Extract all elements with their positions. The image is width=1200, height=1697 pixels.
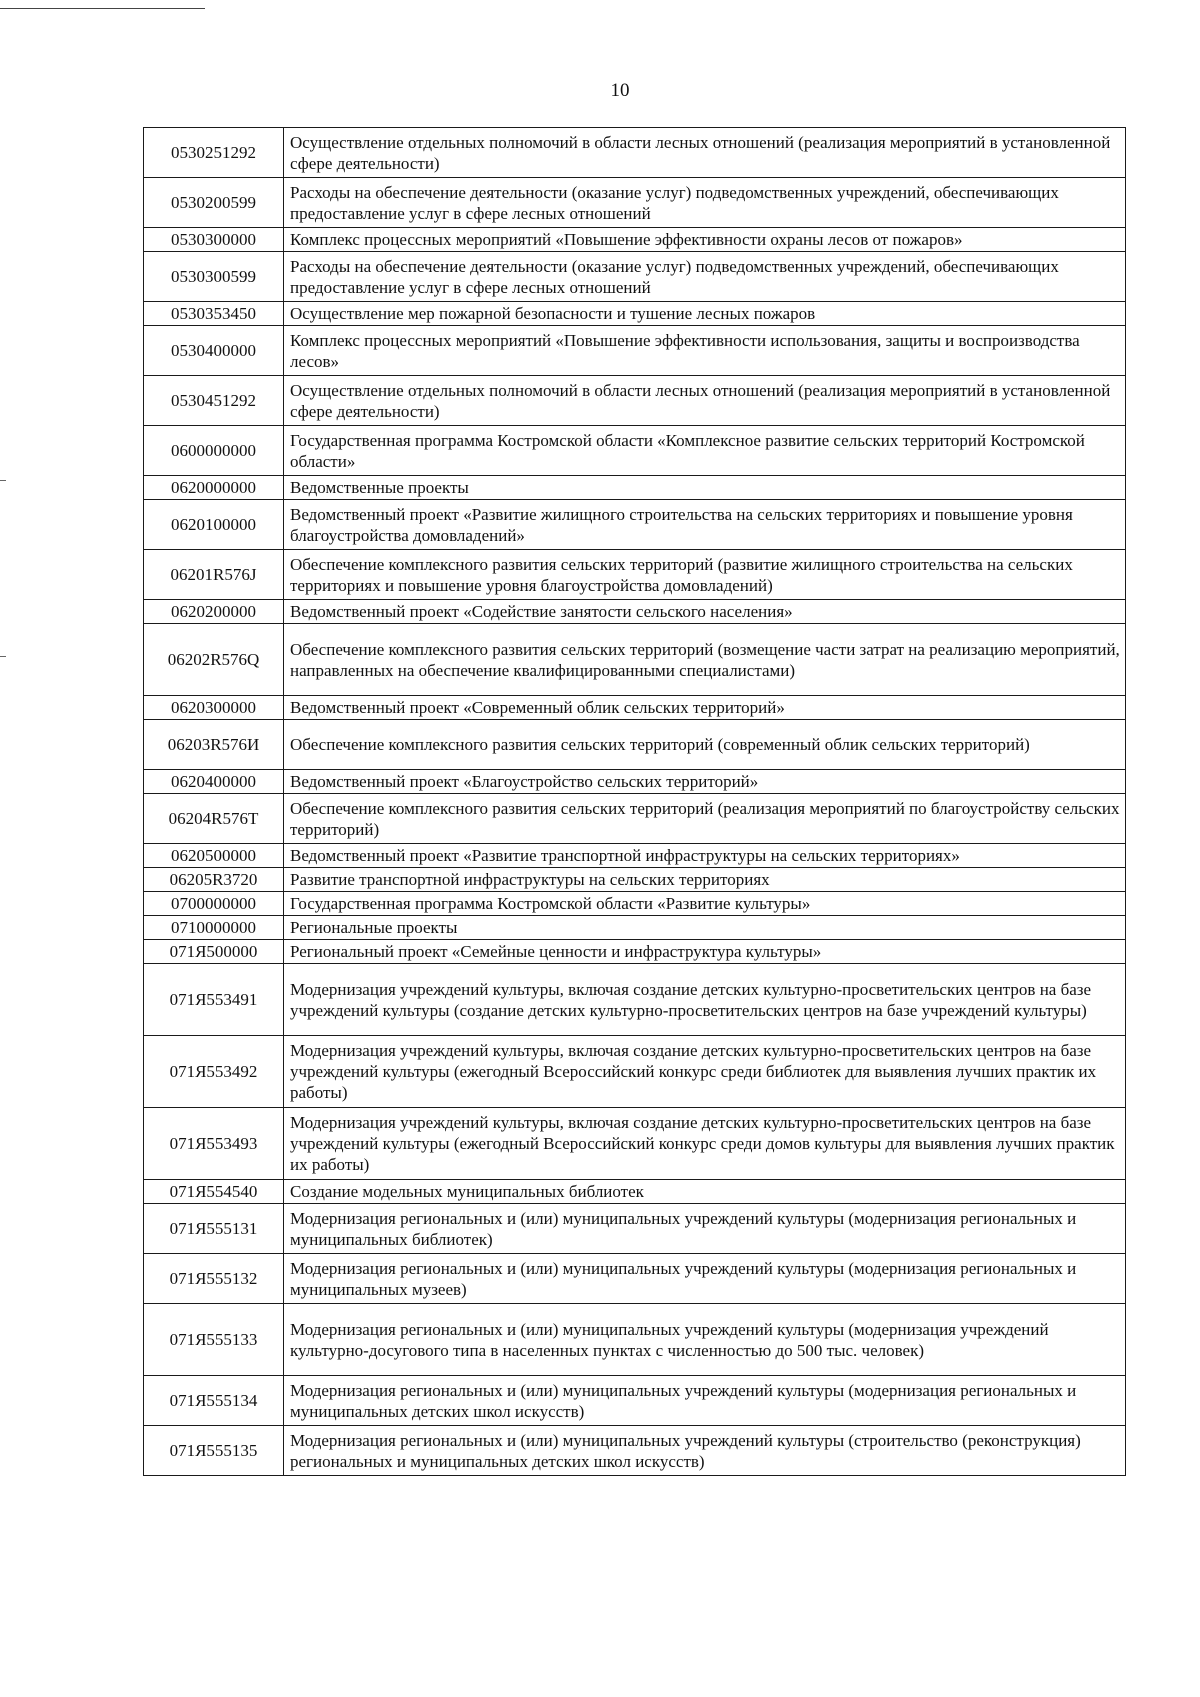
row-description: Модернизация региональных и (или) муниципальных учреждений культуры (модернизация учреждений культурно-досугового типа в населенных пунктах с численностью до 500 тыс. человек) xyxy=(284,1304,1126,1376)
row-description: Ведомственные проекты xyxy=(284,476,1126,500)
row-description: Модернизация региональных и (или) муниципальных учреждений культуры (модернизация региональных и муниципальных музеев) xyxy=(284,1254,1126,1304)
table-row xyxy=(144,916,1126,940)
table-row xyxy=(144,794,1126,844)
table-row xyxy=(144,964,1126,1036)
row-code: 071Я500000 xyxy=(144,940,284,964)
row-code: 071Я555131 xyxy=(144,1204,284,1254)
row-code: 0530400000 xyxy=(144,326,284,376)
table-row xyxy=(144,892,1126,916)
table-row xyxy=(144,500,1126,550)
row-code: 071Я554540 xyxy=(144,1180,284,1204)
budget-code-table xyxy=(143,127,1126,1476)
margin-tick xyxy=(0,656,6,657)
table-row xyxy=(144,600,1126,624)
row-code: 071Я555132 xyxy=(144,1254,284,1304)
table-row xyxy=(144,720,1126,770)
row-description: Осуществление отдельных полномочий в области лесных отношений (реализация мероприятий в установленной сфере деятельности) xyxy=(284,128,1126,178)
table-row xyxy=(144,1376,1126,1426)
table-row xyxy=(144,326,1126,376)
table-row xyxy=(144,252,1126,302)
row-code: 0530353450 xyxy=(144,302,284,326)
row-code: 06202R576Q xyxy=(144,624,284,696)
table-row xyxy=(144,1426,1126,1476)
row-code: 0700000000 xyxy=(144,892,284,916)
row-description: Комплекс процессных мероприятий «Повышение эффективности охраны лесов от пожаров» xyxy=(284,228,1126,252)
table-row xyxy=(144,1254,1126,1304)
table-row xyxy=(144,868,1126,892)
row-code: 0620000000 xyxy=(144,476,284,500)
row-description: Модернизация региональных и (или) муниципальных учреждений культуры (модернизация региональных и муниципальных библиотек) xyxy=(284,1204,1126,1254)
row-code: 0710000000 xyxy=(144,916,284,940)
table-row xyxy=(144,1108,1126,1180)
row-code: 0530451292 xyxy=(144,376,284,426)
row-description: Ведомственный проект «Содействие занятости сельского населения» xyxy=(284,600,1126,624)
row-description: Обеспечение комплексного развития сельских территорий (реализация мероприятий по благоустройству сельских территорий) xyxy=(284,794,1126,844)
row-description: Региональный проект «Семейные ценности и инфраструктура культуры» xyxy=(284,940,1126,964)
table-row xyxy=(144,128,1126,178)
row-code: 06203R576И xyxy=(144,720,284,770)
row-code: 0530200599 xyxy=(144,178,284,228)
row-code: 071Я553493 xyxy=(144,1108,284,1180)
table-row xyxy=(144,1036,1126,1108)
table-row xyxy=(144,426,1126,476)
table-row xyxy=(144,770,1126,794)
row-code: 071Я553491 xyxy=(144,964,284,1036)
row-description: Государственная программа Костромской области «Развитие культуры» xyxy=(284,892,1126,916)
row-description: Государственная программа Костромской области «Комплексное развитие сельских территорий Костромской области» xyxy=(284,426,1126,476)
row-code: 0620300000 xyxy=(144,696,284,720)
page-number: 10 xyxy=(610,80,630,101)
row-description: Развитие транспортной инфраструктуры на сельских территориях xyxy=(284,868,1126,892)
row-code: 0620200000 xyxy=(144,600,284,624)
row-code: 0620400000 xyxy=(144,770,284,794)
row-description: Ведомственный проект «Благоустройство сельских территорий» xyxy=(284,770,1126,794)
row-description: Обеспечение комплексного развития сельских территорий (возмещение части затрат на реализацию мероприятий, направленных на обеспечение квалифицированными специалистами) xyxy=(284,624,1126,696)
table-row xyxy=(144,476,1126,500)
table-body xyxy=(144,128,1126,1476)
row-code: 06201R576J xyxy=(144,550,284,600)
row-code: 0620500000 xyxy=(144,844,284,868)
row-description: Расходы на обеспечение деятельности (оказание услуг) подведомственных учреждений, обеспечивающих предоставление услуг в сфере лесных отношений xyxy=(284,178,1126,228)
table-row xyxy=(144,844,1126,868)
table-row xyxy=(144,1204,1126,1254)
table-row xyxy=(144,1180,1126,1204)
row-code: 071Я553492 xyxy=(144,1036,284,1108)
row-description: Ведомственный проект «Развитие транспортной инфраструктуры на сельских территориях» xyxy=(284,844,1126,868)
row-code: 071Я555134 xyxy=(144,1376,284,1426)
row-code: 0620100000 xyxy=(144,500,284,550)
row-description: Ведомственный проект «Современный облик сельских территорий» xyxy=(284,696,1126,720)
table-row xyxy=(144,178,1126,228)
row-code: 0530300000 xyxy=(144,228,284,252)
table-row xyxy=(144,550,1126,600)
row-code: 0600000000 xyxy=(144,426,284,476)
table-row xyxy=(144,1304,1126,1376)
row-code: 0530251292 xyxy=(144,128,284,178)
table-row xyxy=(144,940,1126,964)
row-description: Осуществление отдельных полномочий в области лесных отношений (реализация мероприятий в установленной сфере деятельности) xyxy=(284,376,1126,426)
table-row xyxy=(144,624,1126,696)
row-code: 0530300599 xyxy=(144,252,284,302)
row-code: 071Я555135 xyxy=(144,1426,284,1476)
table-row xyxy=(144,228,1126,252)
row-description: Ведомственный проект «Развитие жилищного строительства на сельских территориях и повышение уровня благоустройства домовладений» xyxy=(284,500,1126,550)
row-description: Модернизация учреждений культуры, включая создание детских культурно-просветительских центров на базе учреждений культуры (ежегодный Всероссийский конкурс среди библиотек для выявления лучших практик их работы) xyxy=(284,1036,1126,1108)
row-description: Модернизация учреждений культуры, включая создание детских культурно-просветительских центров на базе учреждений культуры (создание детских культурно-просветительских центров на базе учреждений культуры) xyxy=(284,964,1126,1036)
row-description: Модернизация региональных и (или) муниципальных учреждений культуры (модернизация региональных и муниципальных детских школ искусств) xyxy=(284,1376,1126,1426)
table-row xyxy=(144,696,1126,720)
row-description: Комплекс процессных мероприятий «Повышение эффективности использования, защиты и воспроизводства лесов» xyxy=(284,326,1126,376)
row-description: Расходы на обеспечение деятельности (оказание услуг) подведомственных учреждений, обеспечивающих предоставление услуг в сфере лесных отношений xyxy=(284,252,1126,302)
top-rule xyxy=(0,8,205,9)
row-description: Обеспечение комплексного развития сельских территорий (развитие жилищного строительства на сельских территориях и повышение уровня благоустройства домовладений) xyxy=(284,550,1126,600)
row-description: Модернизация региональных и (или) муниципальных учреждений культуры (строительство (реконструкция) региональных и муниципальных детских школ искусств) xyxy=(284,1426,1126,1476)
row-code: 06204R576T xyxy=(144,794,284,844)
row-code: 06205R3720 xyxy=(144,868,284,892)
row-description: Создание модельных муниципальных библиотек xyxy=(284,1180,1126,1204)
row-description: Региональные проекты xyxy=(284,916,1126,940)
row-description: Модернизация учреждений культуры, включая создание детских культурно-просветительских центров на базе учреждений культуры (ежегодный Всероссийский конкурс среди домов культуры для выявления лучших практик их работы) xyxy=(284,1108,1126,1180)
row-code: 071Я555133 xyxy=(144,1304,284,1376)
row-description: Осуществление мер пожарной безопасности и тушение лесных пожаров xyxy=(284,302,1126,326)
margin-tick xyxy=(0,480,6,481)
row-description: Обеспечение комплексного развития сельских территорий (современный облик сельских территорий) xyxy=(284,720,1126,770)
table-row xyxy=(144,302,1126,326)
table-row xyxy=(144,376,1126,426)
